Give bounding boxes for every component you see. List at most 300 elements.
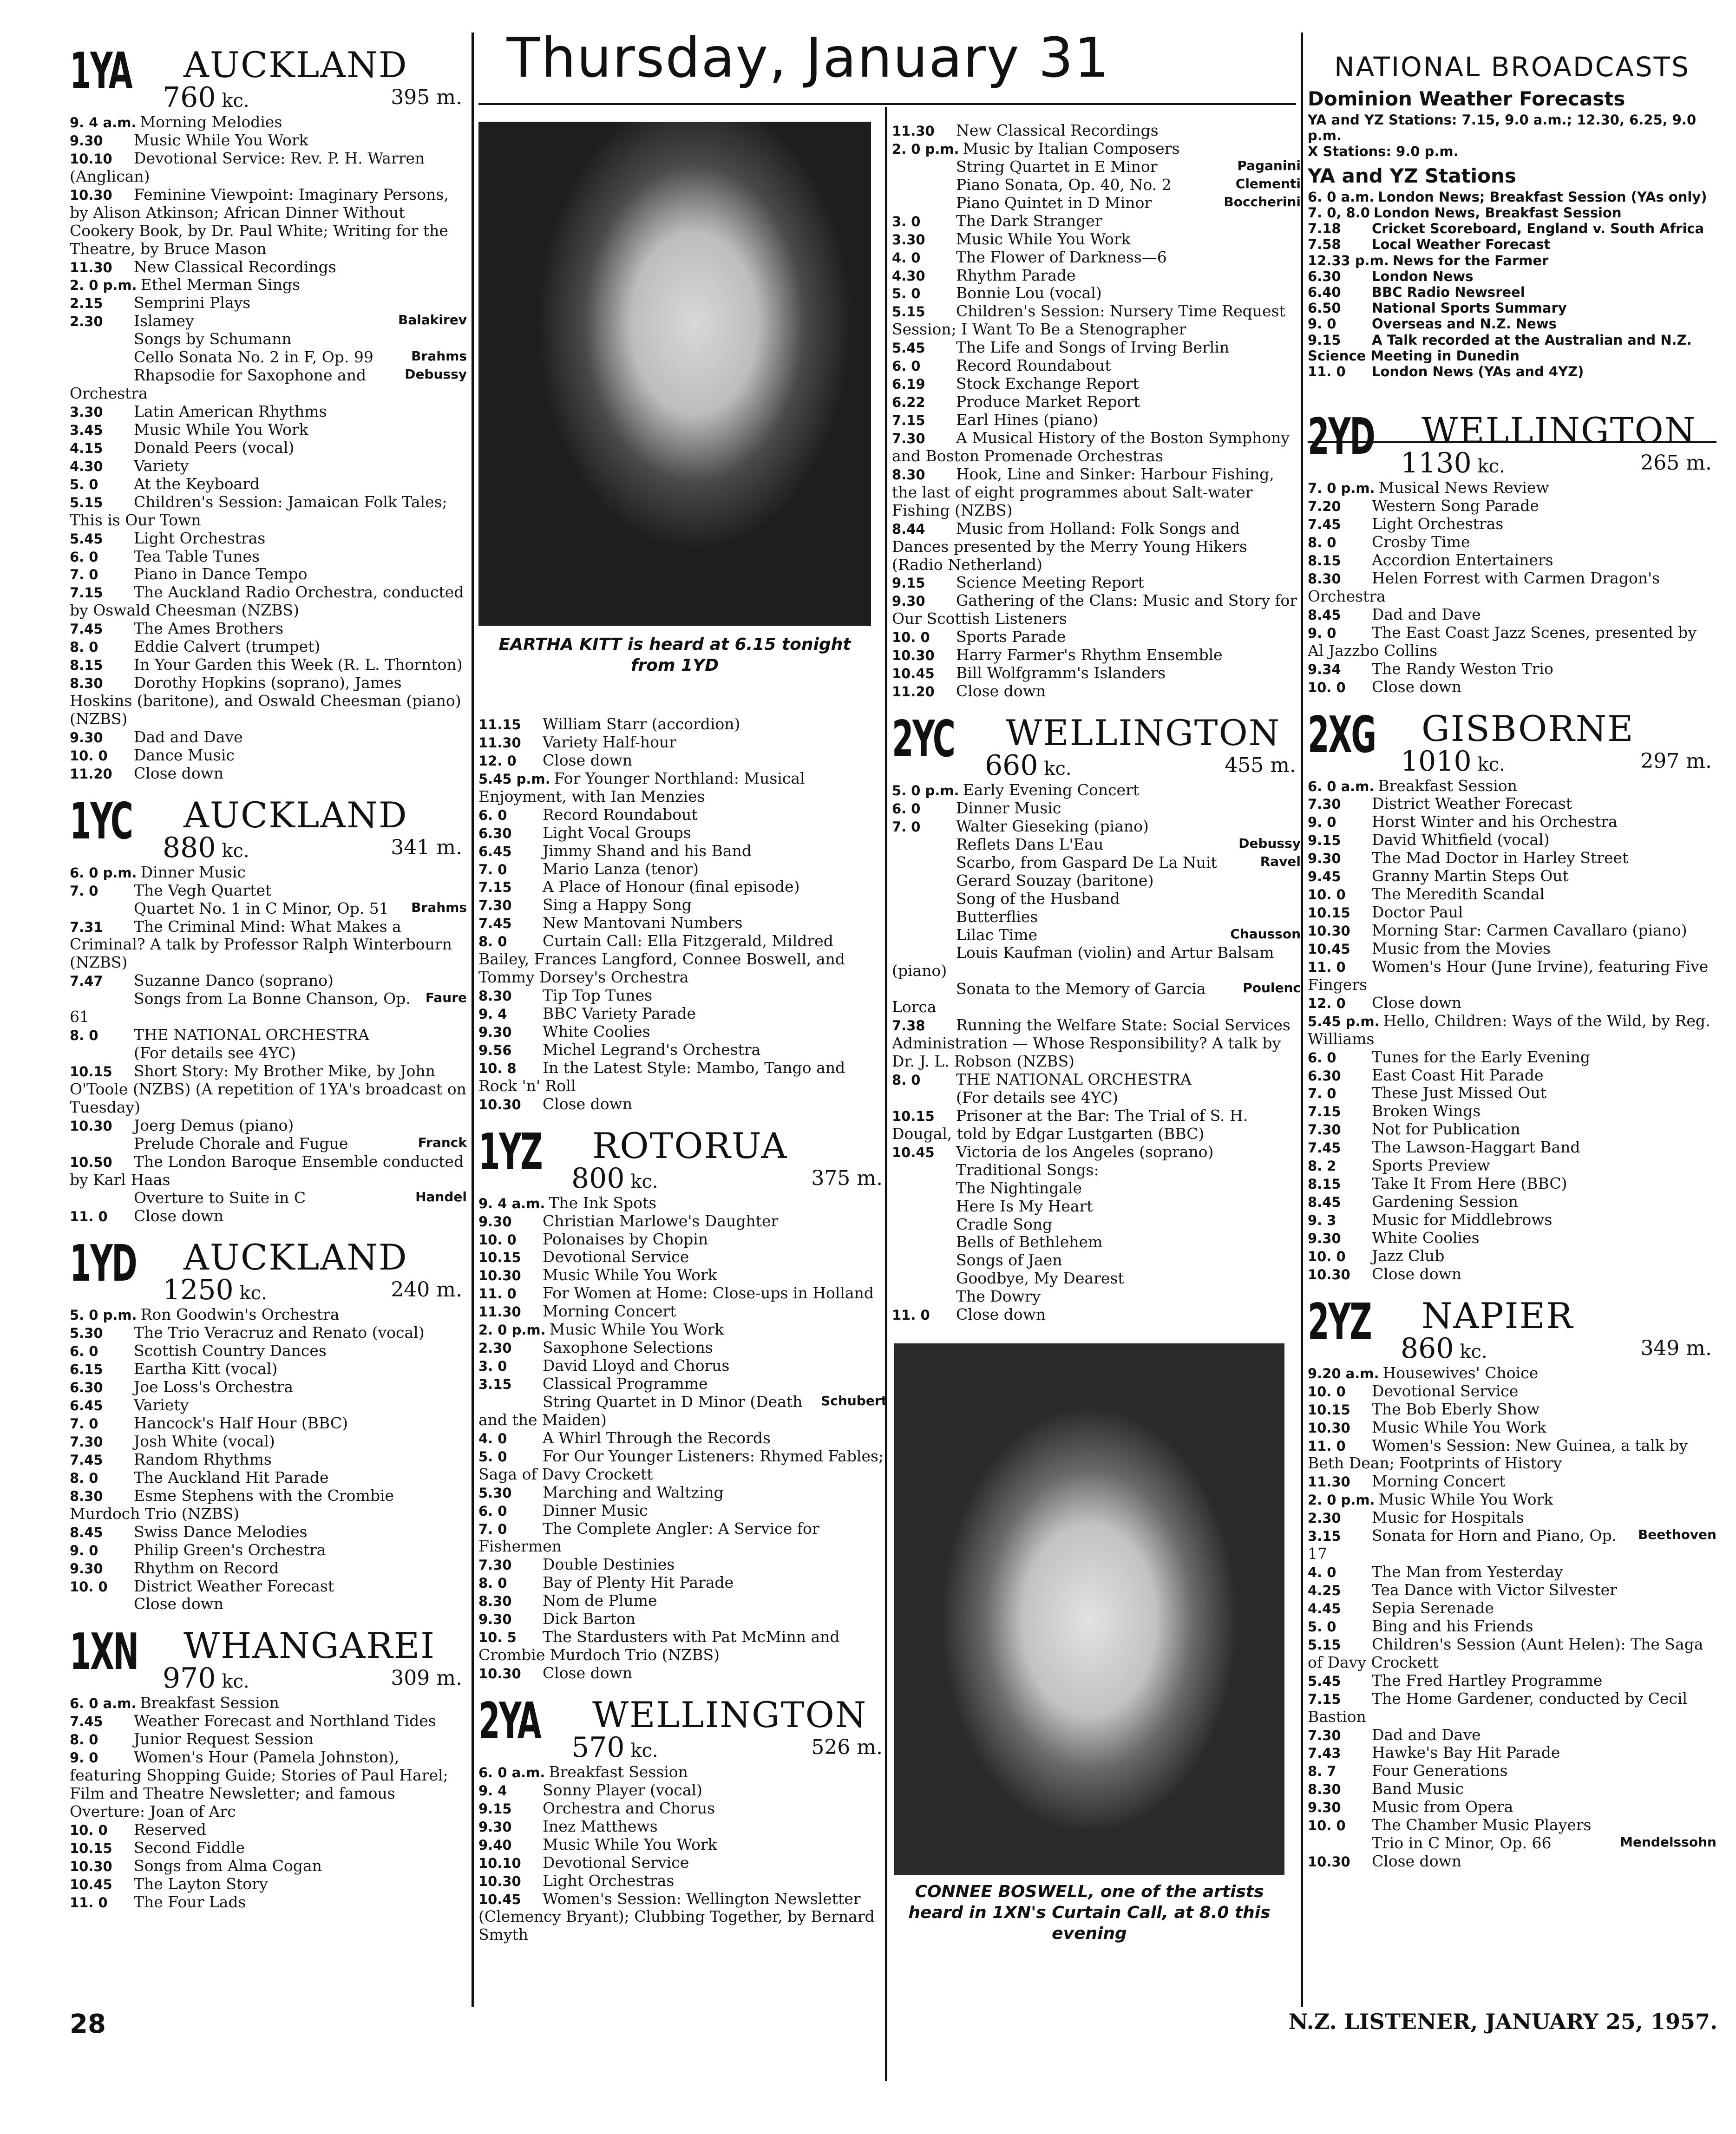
programme-entry [478,1781,887,1800]
programme-entry [70,348,467,367]
national-title: News for the Farmer [1392,252,1549,268]
programme-entry [1308,885,1716,903]
station-header [892,710,1301,782]
programme-time: 5.15 [70,494,103,511]
programme-title: Jimmy Shand and his Band [543,841,752,860]
programme-title: In Your Garden this Week (R. L. Thornton) [134,655,463,674]
programme-entry [1308,1527,1716,1563]
programme-entry [70,1026,467,1044]
programme-entry [478,842,887,860]
programme-title: Close down [134,1595,224,1613]
programme-title: Jazz Club [1372,1246,1445,1265]
programme-entry [70,258,467,276]
programme-entry [892,429,1301,465]
programme-title: Light Orchestras [134,529,266,547]
programme-entry [70,1875,467,1893]
programme-entry [1308,849,1716,867]
programme-time: 2.30 [70,314,103,330]
programme-time: 5. 0 p.m. [892,783,959,799]
programme-title: Dad and Dave [1372,605,1481,623]
programme-title: Close down [1372,1852,1462,1871]
programme-entry [1308,1139,1716,1157]
programme-time: 3. 0 [892,213,921,229]
station-call-sign: 1YD [70,1235,137,1293]
programme-title: Scottish Country Dances [134,1342,327,1360]
composer-name: Beethoven [1638,1527,1716,1543]
connee-boswell-photo [894,1343,1284,1875]
programme-entry [478,824,887,842]
programme-title: Scarbo, from Gaspard De La Nuit [956,853,1217,871]
programme-time: 11. 0 [1308,1438,1346,1454]
national-time: 6.40 [1308,284,1341,300]
national-entry [1308,332,1716,364]
programme-title: Record Roundabout [956,356,1111,375]
programme-time: 2.30 [478,1340,512,1356]
programme-time: 8.30 [478,988,512,1004]
programme-title: Tea Dance with Victor Silvester [1372,1581,1617,1599]
programme-time: 7.45 [1308,1140,1341,1156]
programme-title: Music While You Work [543,1835,717,1853]
programme-time: 9.30 [70,132,103,149]
programme-time: 7.31 [70,919,103,935]
programme-entry [1308,1853,1716,1871]
national-entry [1308,236,1716,252]
programme-time: 5.15 [1308,1637,1341,1653]
programme-entry [70,1893,467,1911]
programme-title: Swiss Dance Melodies [134,1522,308,1541]
programme-title: The East Coast Jazz Scenes, presented by Al Jazzbo Collins [1308,623,1697,660]
programme-time: 7.30 [478,1557,512,1573]
programme-time: 5.45 p.m. [1308,1013,1380,1029]
programme-time: 7.43 [1308,1745,1341,1761]
programme-entry [892,1270,1301,1288]
programme-entry [892,1216,1301,1234]
station-city: WELLINGTON [592,1694,867,1735]
programme-time: 11. 0 [1308,959,1346,975]
programme-time: 10.30 [478,1666,521,1682]
station-1yz [478,1123,887,1682]
programme-time: 8. 2 [1308,1158,1336,1174]
programme-time: 6.15 [70,1362,103,1378]
programme-time: 6. 0 [70,549,98,565]
programme-title: Close down [1372,677,1462,696]
programme-title: Esme Stephens with the Crombie Murdoch Trio (NZBS) [70,1486,394,1523]
programme-entry [1308,515,1716,533]
programme-entry [892,212,1301,230]
national-title: National Sports Summary [1372,300,1567,316]
programme-time: 6. 0 [892,358,921,374]
programme-entry [478,1818,887,1836]
national-time: 7.18 [1308,221,1341,237]
programme-entry [892,375,1301,393]
programme-title: Harry Farmer's Rhythm Ensemble [956,646,1223,664]
programme-entry [70,990,467,1026]
frequency-unit: kc. [1044,758,1072,779]
programme-entry [1308,551,1716,570]
programme-title: Tunes for the Early Evening [1372,1047,1591,1066]
composer-name: Debussy [1238,835,1301,851]
station-frequency [985,749,1072,782]
station-wavelength: 526 m. [811,1735,883,1759]
programme-title: The Four Lads [134,1892,246,1911]
programme-title: Hancock's Half Hour (BBC) [134,1414,348,1433]
programme-list [1308,479,1716,696]
programme-time: 7.20 [1308,498,1341,515]
programme-title: Butterflies [956,907,1038,926]
station-2yc [892,710,1301,1324]
programme-time: 8. 0 [70,639,98,655]
programme-title: For Younger Northland: Musical Enjoyment, with Ian Menzies [478,769,805,805]
programme-title: Dad and Dave [1372,1725,1481,1744]
national-title: A Talk recorded at the Australian and N.Z. Science Meeting in Dunedin [1308,332,1692,364]
programme-time: 10.30 [1308,1420,1350,1436]
column-4 [1308,51,1716,1997]
programme-title: Accordion Entertainers [1372,551,1553,570]
programme-time: 11.20 [70,766,112,782]
programme-title: Victoria de los Angeles (soprano) [956,1142,1214,1161]
programme-entry [70,1153,467,1189]
programme-entry [1308,940,1716,958]
programme-title: Donald Peers (vocal) [134,438,295,457]
programme-title: The Ink Spots [549,1193,657,1212]
programme-entry [70,1062,467,1117]
column-divider [472,33,474,2007]
programme-title: Dance Music [134,746,235,764]
programme-entry [478,878,887,896]
national-entry [1308,268,1716,284]
programme-time: 10. 0 [478,1231,517,1248]
programme-title: The London Baroque Ensemble conducted by Karl Haas [70,1152,464,1189]
programme-entry [892,230,1301,249]
station-call-sign: 2XG [1308,706,1376,764]
programme-entry [478,752,887,770]
programme-entry [892,872,1301,890]
programme-entry [70,403,467,421]
programme-entry [892,284,1301,302]
programme-title: Close down [956,682,1046,700]
programme-entry [1308,1509,1716,1527]
composer-name: Brahms [411,899,467,915]
programme-time: 9.20 a.m. [1308,1365,1379,1381]
programme-entry [892,1161,1301,1179]
programme-list [478,1194,887,1682]
station-call-sign: 2YD [1308,408,1375,466]
station-city: AUCKLAND [183,794,408,836]
station-1xn [70,1623,467,1911]
composer-name: Balakirev [398,312,467,328]
programme-entry [478,1836,887,1854]
programme-entry [70,1433,467,1451]
frequency-value: 1130 [1401,447,1472,480]
programme-time: 10.30 [1308,923,1350,939]
programme-title: Music by Italian Composers [963,139,1180,157]
programme-entry [892,393,1301,411]
programme-time: 9.30 [892,593,925,609]
programme-entry [70,439,467,457]
programme-title: Hook, Line and Sinker: Harbour Fishing, the last of eight programmes about Salt-water Fishing (NZBS) [892,465,1274,519]
programme-time: 5.45 [1308,1673,1341,1689]
programme-time: 4. 0 [478,1430,507,1447]
programme-title: Children's Session (Aunt Helen): The Saga of Davy Crockett [1308,1635,1703,1671]
programme-title: Breakfast Session [549,1762,688,1781]
programme-entry [1308,1581,1716,1599]
programme-entry [70,972,467,990]
programme-entry [478,1321,887,1339]
programme-entry [1308,1157,1716,1175]
programme-entry [70,1487,467,1523]
programme-time: 8.30 [70,675,103,692]
programme-title: Marching and Waltzing [543,1483,724,1501]
programme-title: Morning Melodies [140,113,282,131]
programme-time: 10.15 [1308,1401,1350,1418]
programme-time: 7.15 [1308,1104,1341,1120]
programme-title: Songs from Alma Cogan [134,1856,322,1875]
frequency-value: 800 [571,1162,625,1195]
publication-line: N.Z. LISTENER, JANUARY 25, 1957. [1288,2009,1717,2034]
national-entry [1308,316,1716,332]
programme-title: Walter Gieseking (piano) [956,817,1149,835]
programme-title: Songs by Schumann [134,330,292,348]
programme-entry [478,1266,887,1284]
programme-entry [70,1451,467,1469]
programme-entry [70,620,467,638]
column-2 [478,715,887,1997]
programme-entry [70,548,467,566]
programme-time: 2. 0 p.m. [70,277,137,294]
programme-time: 3.15 [1308,1528,1341,1545]
programme-entry [1308,1265,1716,1283]
programme-title: Close down [134,764,224,782]
programme-entry [70,864,467,882]
programme-title: Lilac Time [956,925,1038,944]
programme-time: 9. 0 [1308,625,1336,641]
programme-title: Broken Wings [1372,1102,1481,1120]
programme-title: In the Latest Style: Mambo, Tango and Rock 'n' Roll [478,1058,845,1095]
station-wavelength: 375 m. [811,1166,883,1190]
programme-entry [70,656,467,674]
station-header [1308,1293,1716,1365]
programme-entry [70,1839,467,1857]
frequency-value: 660 [985,749,1038,782]
programme-title: Women's Session: Wellington Newsletter (Clemency Bryant); Clubbing Together, by Bernard Smyth [478,1889,875,1944]
programme-title: A Whirl Through the Records [543,1428,771,1447]
programme-title: Musical News Review [1378,478,1549,497]
programme-time: 10. 5 [478,1630,517,1646]
programme-time: 5.30 [70,1325,103,1342]
programme-time: 10.15 [1308,905,1350,921]
station-frequency [1401,447,1505,479]
programme-entry [70,728,467,746]
programme-title: Breakfast Session [140,1694,279,1712]
national-entry [1308,205,1716,221]
programme-title: District Weather Forecast [134,1577,334,1595]
programme-entry [70,882,467,900]
programme-title: Not for Publication [1372,1120,1520,1139]
frequency-unit: kc. [1460,1341,1487,1362]
programme-title: Close down [1372,1264,1462,1283]
programme-entry [478,1095,887,1113]
programme-entry [70,493,467,530]
programme-time: 9. 4 [478,1782,507,1799]
programme-time: 6. 0 [478,1503,507,1519]
programme-title: Light Orchestras [1372,515,1504,533]
frequency-value: 880 [163,831,216,864]
programme-entry [70,765,467,783]
composer-name: Clementi [1235,176,1301,191]
national-title: Cricket Scoreboard, England v. South Africa [1372,221,1704,237]
programme-time: 9. 4 a.m. [478,1195,545,1211]
programme-entry [70,1135,467,1153]
programme-title: Songs from La Bonne Chanson, Op. 61 [70,989,411,1026]
column-1 [70,33,467,1997]
programme-time: 8.45 [1308,607,1341,623]
programme-time: 7.45 [478,916,512,932]
programme-time: 10.30 [1308,1854,1350,1870]
programme-time: 9.15 [1308,832,1341,849]
programme-title: Eddie Calvert (trumpet) [134,637,321,656]
programme-entry [892,854,1301,872]
programme-title: Sports Preview [1372,1156,1490,1175]
programme-title: Take It From Here (BBC) [1372,1174,1567,1193]
programme-entry [70,1595,467,1613]
programme-time: 6. 0 a.m. [70,1695,137,1712]
programme-entry [892,944,1301,980]
national-entry [1308,189,1716,205]
programme-title: Joerg Demus (piano) [134,1116,294,1134]
programme-time: 11. 0 [70,1894,108,1911]
programme-time: 9.15 [892,575,925,591]
programme-time: 10.30 [478,1873,521,1889]
programme-title: Suzanne Danco (soprano) [134,971,334,990]
programme-time: 3.45 [70,422,103,438]
programme-time: 9.30 [478,1213,512,1230]
programme-time: 6. 0 [892,800,921,817]
programme-time: 9.30 [478,1024,512,1040]
station-1yd-continued [478,715,887,1113]
programme-time: 11.30 [892,123,935,139]
programme-title: Inez Matthews [543,1817,658,1835]
programme-entry [1308,1401,1716,1419]
programme-time: 7.45 [70,621,103,637]
programme-title: The Home Gardener, conducted by Cecil Bastion [1308,1689,1688,1726]
programme-entry [892,664,1301,682]
programme-title: The Flower of Darkness—6 [956,248,1167,266]
composer-name: Brahms [411,348,467,364]
programme-entry [892,781,1301,799]
programme-entry [478,1212,887,1231]
national-time: 9. 0 [1308,316,1336,332]
programme-time: 7.30 [1308,796,1341,812]
programme-time: 4.15 [70,440,103,456]
programme-title: Music While You Work [1372,1418,1546,1436]
programme-time: 7.30 [892,430,925,446]
programme-title: Children's Session: Jamaican Folk Tales; This is Our Town [70,492,447,529]
programme-entry [1308,533,1716,551]
programme-title: Tea Table Tunes [134,547,260,565]
programme-time: 9.30 [1308,851,1341,867]
programme-entry [70,1396,467,1414]
frequency-unit: kc. [222,1671,249,1693]
programme-time: 10.45 [70,1876,112,1892]
programme-time: 10. 0 [70,1578,108,1595]
station-1yc [70,792,467,1225]
programme-title: Josh White (vocal) [134,1432,275,1450]
programme-time: 12. 0 [1308,995,1346,1011]
programme-title: Devotional Service [1372,1381,1519,1400]
programme-time: 8.30 [1308,1781,1341,1798]
programme-entry [1308,777,1716,795]
programme-time: 8. 0 [478,1575,507,1591]
programme-time: 11. 0 [892,1307,930,1323]
programme-title: The Criminal Mind: What Makes a Criminal? A talk by Professor Ralph Winterbourn (NZBS) [70,917,452,972]
programme-entry [892,646,1301,664]
national-entry [1308,221,1716,236]
programme-entry [478,715,887,733]
programme-title: White Coolies [543,1022,650,1041]
programme-entry [478,1628,887,1664]
programme-time: 10.50 [70,1154,112,1170]
programme-time: 7. 0 [1308,1086,1336,1102]
frequency-unit: kc. [222,840,249,862]
programme-title: Variety [134,1396,189,1414]
programme-title: Close down [134,1206,224,1225]
programme-time: 7. 0 [892,818,921,835]
programme-entry [1308,813,1716,831]
station-wavelength: 297 m. [1640,749,1712,773]
programme-title: Saxophone Selections [543,1338,713,1357]
programme-time: 7.15 [892,412,925,428]
programme-time: 6.45 [70,1398,103,1414]
programme-title: New Mantovani Numbers [543,914,743,932]
programme-time: 6. 0 p.m. [70,864,137,881]
composer-name: Handel [415,1189,467,1204]
programme-title: Sonata to the Memory of Garcia Lorca [892,980,1206,1016]
station-frequency [1401,1332,1487,1365]
programme-entry [478,1429,887,1447]
programme-title: The Mad Doctor in Harley Street [1372,849,1629,867]
programme-entry [892,908,1301,926]
programme-title: The Layton Story [134,1874,268,1893]
programme-time: 9. 0 [70,1542,98,1558]
programme-time: 4. 0 [1308,1564,1336,1581]
composer-name: Poulenc [1243,980,1301,996]
programme-title: Sports Parade [956,628,1066,646]
station-city: AUCKLAND [183,44,408,85]
programme-entry [478,1854,887,1872]
programme-title: New Classical Recordings [956,122,1159,139]
programme-time: 4.30 [70,458,103,474]
programme-list [1308,777,1716,1283]
programme-entry [70,1378,467,1396]
programme-entry [70,674,467,728]
programme-entry [892,1251,1301,1270]
programme-time: 2. 0 p.m. [1308,1492,1375,1508]
station-wavelength: 349 m. [1640,1336,1712,1360]
programme-title: BBC Variety Parade [543,1004,696,1022]
programme-entry [70,1748,467,1821]
programme-title: Cradle Song [956,1215,1053,1233]
programme-title: Light Orchestras [543,1871,675,1890]
station-2yd [1308,408,1716,696]
station-city: NAPIER [1422,1295,1574,1336]
programme-time: 10. 0 [1308,679,1346,695]
programme-time: 3.30 [892,231,925,248]
station-wavelength: 395 m. [391,85,462,109]
programme-time: 9. 4 [478,1006,507,1022]
programme-title: Stock Exchange Report [956,374,1139,393]
programme-time: 6.30 [70,1380,103,1396]
programme-entry [892,249,1301,267]
